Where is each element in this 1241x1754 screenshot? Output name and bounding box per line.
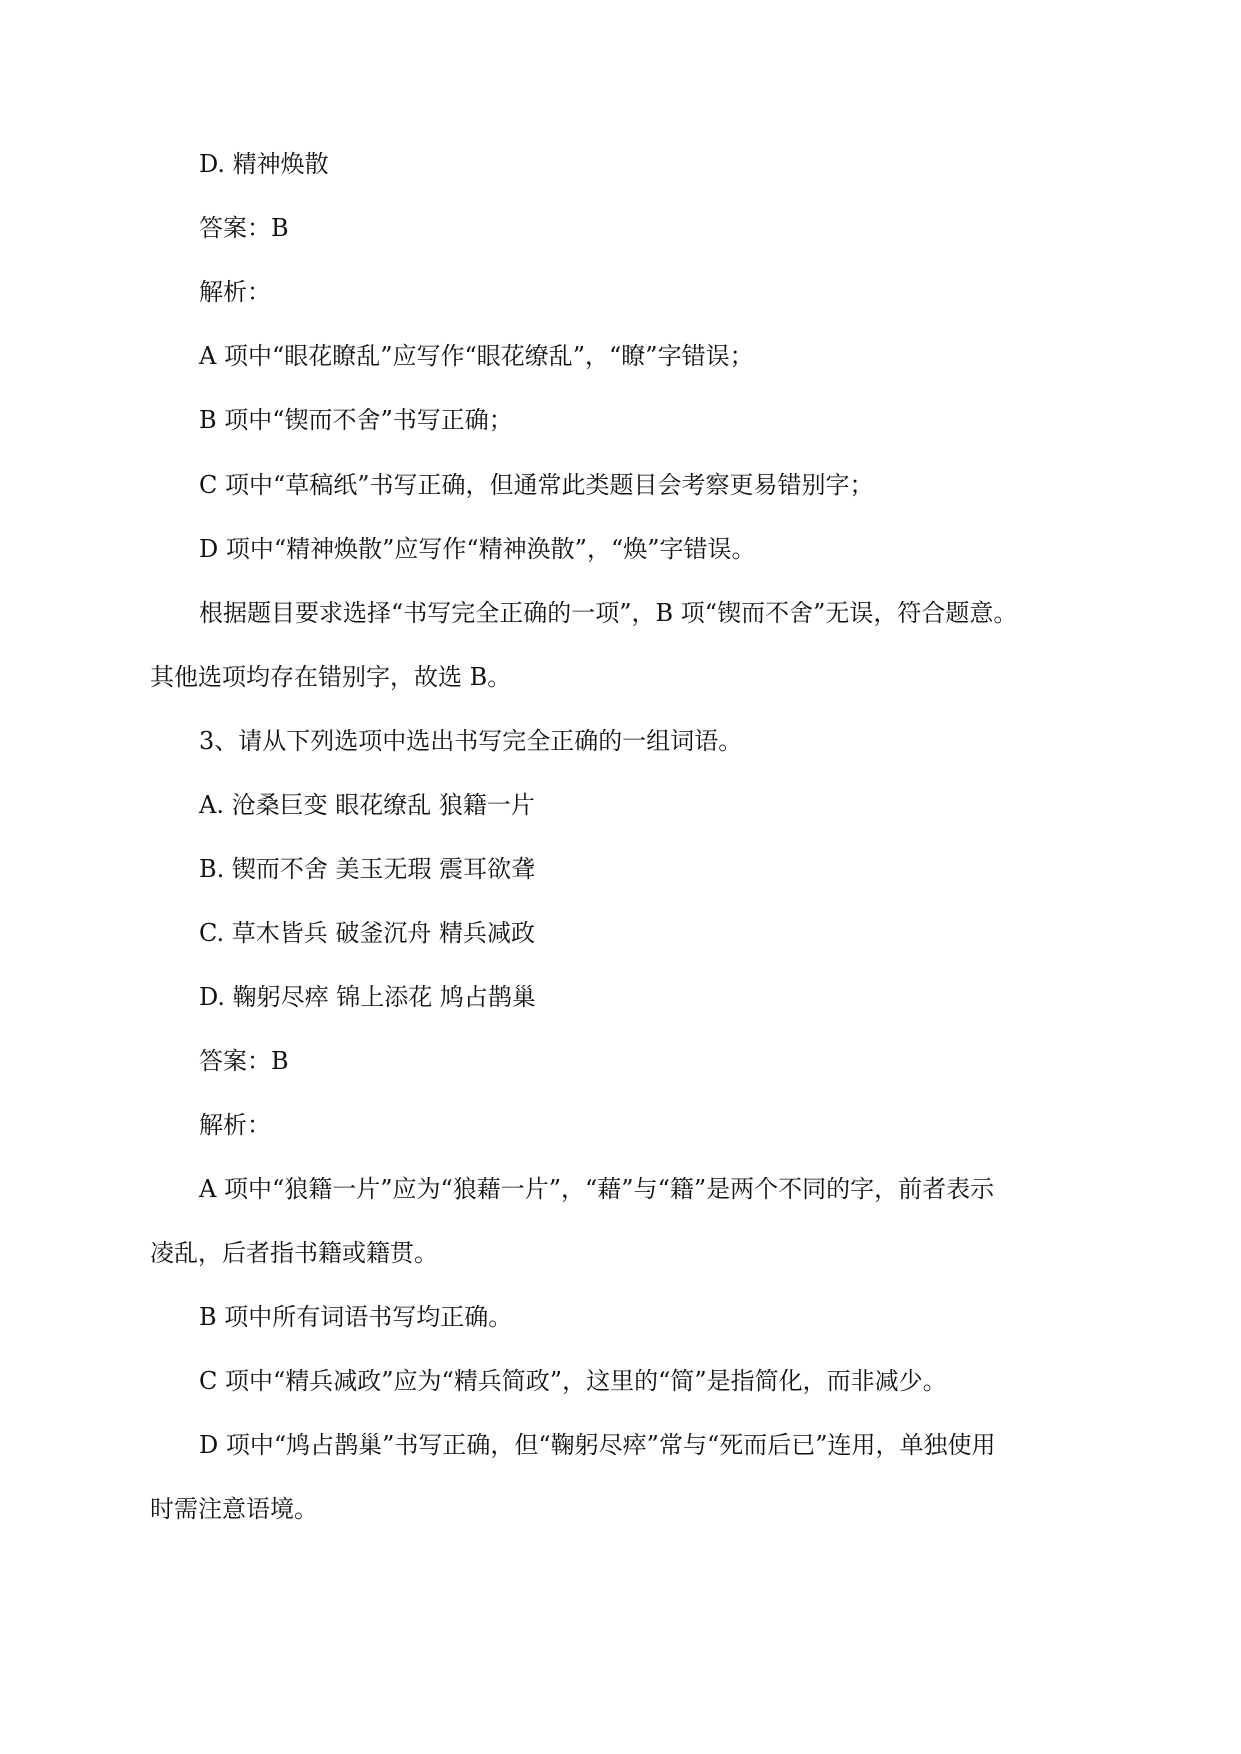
q3-stem: 3、请从下列选项中选出书写完全正确的一组词语。 (199, 727, 743, 755)
q2-analysis-b: B 项中“锲而不舍”书写正确； (199, 406, 513, 434)
q3-answer: 答案：B (199, 1047, 289, 1075)
q3-analysis-d-line-2: 时需注意语境。 (150, 1495, 318, 1523)
q3-analysis-a-line-1: A 项中“狼籍一片”应为“狼藉一片”，“藉”与“籍”是两个不同的字，前者表示 (199, 1175, 995, 1203)
q2-analysis-label: 解析： (199, 278, 271, 306)
q3-option-a: A. 沧桑巨变 眼花缭乱 狼籍一片 (199, 791, 535, 819)
q2-analysis-a: A 项中“眼花瞭乱”应写作“眼花缭乱”，“瞭”字错误； (199, 342, 754, 370)
q2-conclusion-line-1: 根据题目要求选择“书写完全正确的一项”，B 项“锲而不舍”无误，符合题意。 (199, 599, 1018, 627)
q3-analysis-label: 解析： (199, 1111, 271, 1139)
q3-analysis-c: C 项中“精兵减政”应为“精兵简政”，这里的“简”是指简化，而非减少。 (199, 1367, 947, 1395)
q3-analysis-a-line-2: 凌乱，后者指书籍或籍贯。 (150, 1239, 438, 1267)
q3-option-c: C. 草木皆兵 破釜沉舟 精兵减政 (199, 919, 536, 947)
q3-option-b: B. 锲而不舍 美玉无瑕 震耳欲聋 (199, 855, 536, 883)
q2-analysis-c: C 项中“草稿纸”书写正确，但通常此类题目会考察更易错别字； (199, 471, 874, 499)
q2-option-d: D. 精神焕散 (199, 150, 329, 178)
q3-analysis-d-line-1: D 项中“鸠占鹊巢”书写正确，但“鞠躬尽瘁”常与“死而后已”连用，单独使用 (199, 1431, 996, 1459)
q3-option-d: D. 鞠躬尽瘁 锦上添花 鸠占鹊巢 (199, 983, 536, 1011)
q2-analysis-d: D 项中“精神焕散”应写作“精神涣散”，“焕”字错误。 (199, 535, 756, 563)
q2-conclusion-line-2: 其他选项均存在错别字，故选 B。 (150, 663, 512, 691)
q2-answer: 答案：B (199, 214, 289, 242)
q3-analysis-b: B 项中所有词语书写均正确。 (199, 1303, 513, 1331)
